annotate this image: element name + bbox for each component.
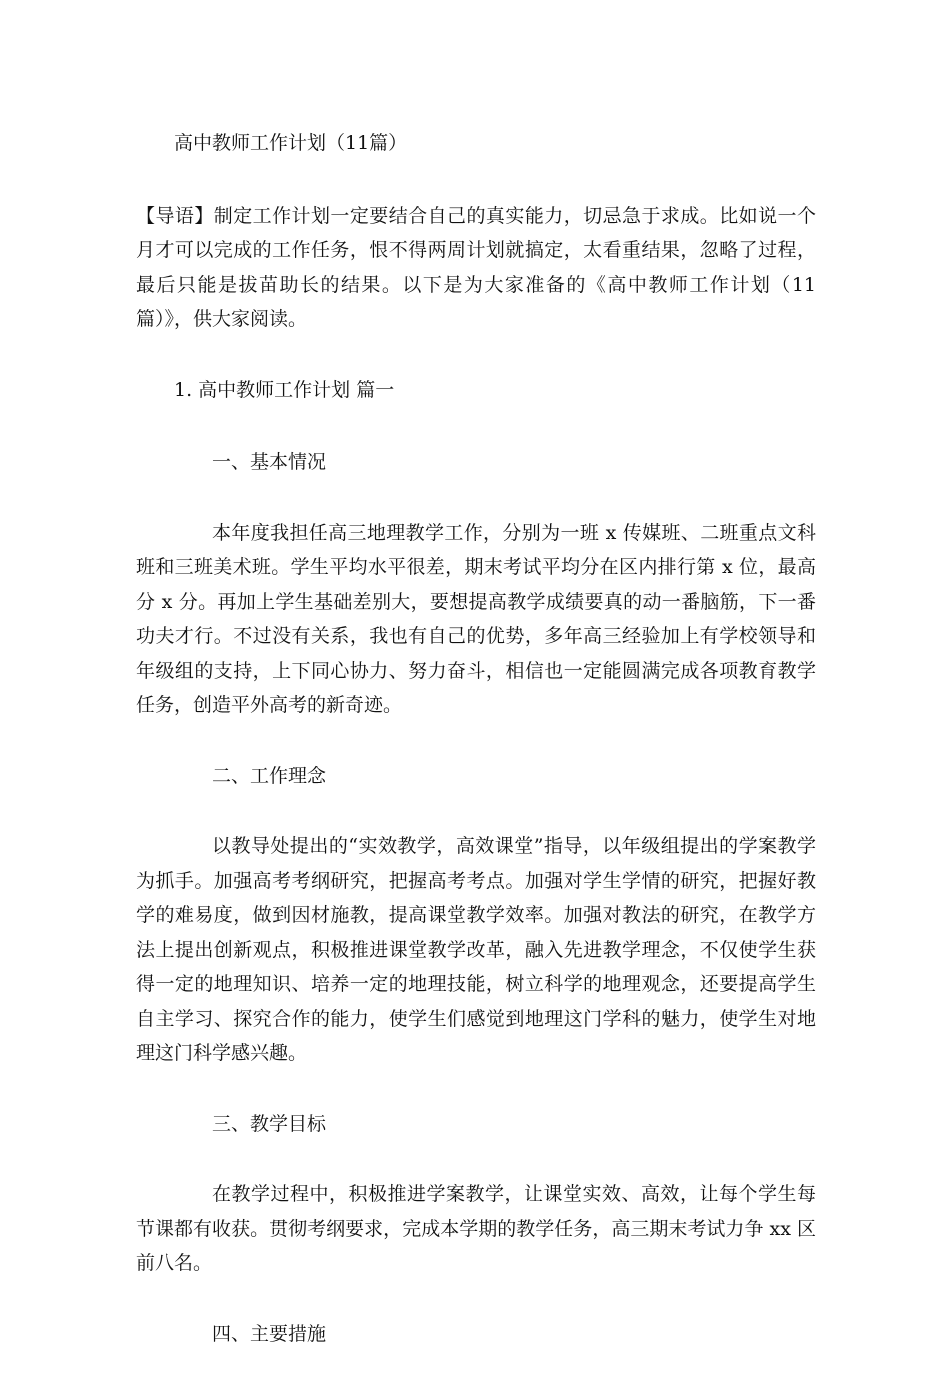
section-title: 1. 高中教师工作计划 篇一 [174, 378, 395, 401]
heading-work-philosophy: 二、工作理念 [212, 764, 327, 787]
body-basic-situation: 本年度我担任高三地理教学工作，分别为一班 x 传媒班、二班重点文科班和三班美术班。学生平均水平很差，期末考试平均分在区内排行第 x 位，最高分 x 分。再加上学生基础差别大，要想提高教学成绩要真的动一番脑筋，下一番功夫才行。不过没有关系，我也有自己的优势，多年高三经验加上有学校领导和年级组的支持，上下同心协力、努力奋斗，相信也一定能圆满完成各项教育教学任务，创造平外高考的新奇迹。 [136, 521, 816, 716]
heading-main-measures: 四、主要措施 [212, 1322, 327, 1345]
intro-paragraph: 【导语】制定工作计划一定要结合自己的真实能力，切忌急于求成。比如说一个月才可以完成的工作任务，恨不得两周计划就搞定，太看重结果，忽略了过程，最后只能是拔苗助长的结果。以下是为大家准备的《高中教师工作计划（11篇）》，供大家阅读。 [136, 204, 816, 330]
body-work-philosophy: 以教导处提出的“实效教学，高效课堂”指导，以年级组提出的学案教学为抓手。加强高考考纲研究，把握高考考点。加强对学生学情的研究，把握好教学的难易度，做到因材施教，提高课堂教学效率。加强对教法的研究，在教学方法上提出创新观点，积极推进课堂教学改革，融入先进教学理念，不仅使学生获得一定的地理知识、培养一定的地理技能，树立科学的地理观念，还要提高学生自主学习、探究合作的能力，使学生们感觉到地理这门学科的魅力，使学生对地理这门科学感兴趣。 [136, 835, 816, 1064]
document-content [136, 126, 816, 1387]
document-title: 高中教师工作计划（11篇） [174, 132, 408, 154]
body-teaching-goals: 在教学过程中，积极推进学案教学，让课堂实效、高效，让每个学生每节课都有收获。贯彻考纲要求，完成本学期的教学任务，高三期末考试力争 xx 区前八名。 [136, 1183, 816, 1274]
heading-basic-situation: 一、基本情况 [212, 451, 327, 473]
heading-teaching-goals: 三、教学目标 [212, 1112, 327, 1135]
